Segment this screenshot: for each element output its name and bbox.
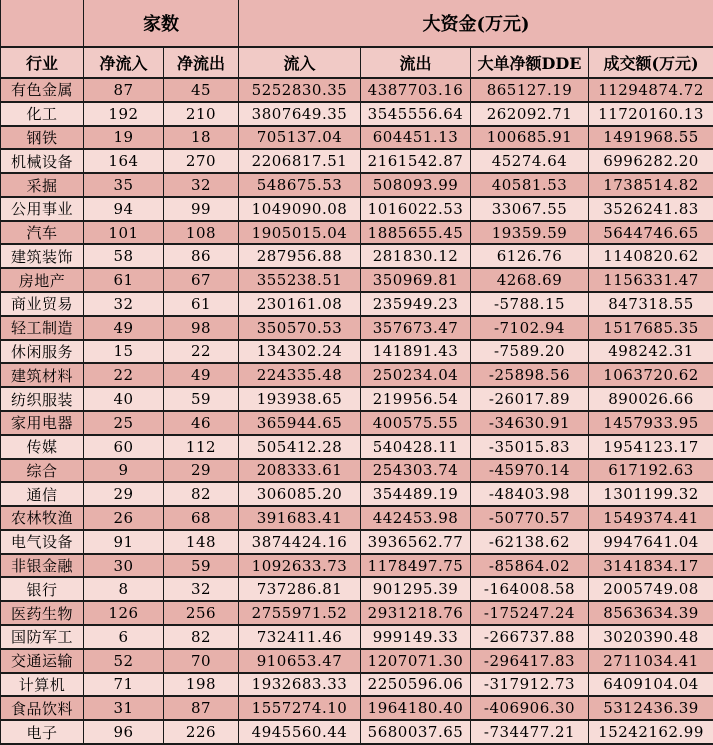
turnover-cell: 498242.31 — [589, 340, 713, 364]
turnover-cell: 1549374.41 — [589, 506, 713, 530]
dde-net-cell: -26017.89 — [471, 387, 589, 411]
outflow-cell: 2250596.06 — [361, 673, 471, 697]
inflow-cell: 1932683.33 — [239, 673, 361, 697]
turnover-cell: 1491968.55 — [589, 126, 713, 150]
industry-cell: 汽车 — [1, 221, 84, 245]
industry-cell: 纺织服装 — [1, 387, 84, 411]
inflow-cell: 208333.61 — [239, 459, 361, 483]
industry-cell: 交通运输 — [1, 649, 84, 673]
industry-cell: 传媒 — [1, 435, 84, 459]
dde-net-cell: -48403.98 — [471, 482, 589, 506]
dde-net-cell: -5788.15 — [471, 292, 589, 316]
outflow-cell: 250234.04 — [361, 363, 471, 387]
col-header-outflow: 流出 — [361, 47, 471, 78]
outflow-cell: 3936562.77 — [361, 530, 471, 554]
inflow-cell: 365944.65 — [239, 411, 361, 435]
inflow-cell: 5252830.35 — [239, 78, 361, 102]
outflow-cell: 219956.54 — [361, 387, 471, 411]
inflow-cell: 2206817.51 — [239, 149, 361, 173]
net-inflow-count-cell: 8 — [84, 577, 164, 601]
dde-net-cell: 33067.55 — [471, 197, 589, 221]
inflow-cell: 3807649.35 — [239, 102, 361, 126]
dde-net-cell: 4268.69 — [471, 268, 589, 292]
group-header-row — [1, 0, 713, 47]
inflow-cell: 4945560.44 — [239, 720, 361, 744]
industry-cell: 银行 — [1, 577, 84, 601]
outflow-cell: 3545556.64 — [361, 102, 471, 126]
industry-cell: 休闲服务 — [1, 340, 84, 364]
dde-net-cell: -296417.83 — [471, 649, 589, 673]
dde-net-cell: -734477.21 — [471, 720, 589, 744]
dde-net-cell: -164008.58 — [471, 577, 589, 601]
dde-net-cell: 100685.91 — [471, 126, 589, 150]
net-outflow-count-cell: 32 — [164, 173, 239, 197]
turnover-cell: 1517685.35 — [589, 316, 713, 340]
net-inflow-count-cell: 192 — [84, 102, 164, 126]
table-row — [1, 601, 713, 625]
dde-net-cell: -62138.62 — [471, 530, 589, 554]
outflow-cell: 350969.81 — [361, 268, 471, 292]
net-outflow-count-cell: 82 — [164, 625, 239, 649]
net-inflow-count-cell: 96 — [84, 720, 164, 744]
industry-cell: 非银金融 — [1, 554, 84, 578]
col-header-net-inflow-count: 净流入 — [84, 47, 164, 78]
net-inflow-count-cell: 40 — [84, 387, 164, 411]
net-outflow-count-cell: 67 — [164, 268, 239, 292]
turnover-cell: 6996282.20 — [589, 149, 713, 173]
net-inflow-count-cell: 49 — [84, 316, 164, 340]
net-outflow-count-cell: 270 — [164, 149, 239, 173]
outflow-cell: 1178497.75 — [361, 554, 471, 578]
turnover-cell: 11294874.72 — [589, 78, 713, 102]
column-header-row — [1, 47, 713, 78]
net-outflow-count-cell: 59 — [164, 554, 239, 578]
net-inflow-count-cell: 35 — [84, 173, 164, 197]
net-inflow-count-cell: 87 — [84, 78, 164, 102]
outflow-cell: 1885655.45 — [361, 221, 471, 245]
industry-cell: 建筑装饰 — [1, 244, 84, 268]
net-outflow-count-cell: 99 — [164, 197, 239, 221]
dde-net-cell: 40581.53 — [471, 173, 589, 197]
outflow-cell: 354489.19 — [361, 482, 471, 506]
table-row — [1, 435, 713, 459]
turnover-cell: 3526241.83 — [589, 197, 713, 221]
col-header-dde-net: 大单净额DDE — [471, 47, 589, 78]
table-row — [1, 340, 713, 364]
outflow-cell: 141891.43 — [361, 340, 471, 364]
industry-cell: 食品饮料 — [1, 696, 84, 720]
industry-cell: 机械设备 — [1, 149, 84, 173]
net-outflow-count-cell: 59 — [164, 387, 239, 411]
net-inflow-count-cell: 15 — [84, 340, 164, 364]
table-row — [1, 316, 713, 340]
net-outflow-count-cell: 49 — [164, 363, 239, 387]
dde-net-cell: -7589.20 — [471, 340, 589, 364]
outflow-cell: 1964180.40 — [361, 696, 471, 720]
table-row — [1, 649, 713, 673]
turnover-cell: 9947641.04 — [589, 530, 713, 554]
table-row — [1, 625, 713, 649]
turnover-cell: 3141834.17 — [589, 554, 713, 578]
inflow-cell: 505412.28 — [239, 435, 361, 459]
inflow-cell: 391683.41 — [239, 506, 361, 530]
dde-net-cell: 45274.64 — [471, 149, 589, 173]
table-row — [1, 173, 713, 197]
outflow-cell: 442453.98 — [361, 506, 471, 530]
corner-cell — [1, 0, 84, 47]
table-row — [1, 197, 713, 221]
net-inflow-count-cell: 31 — [84, 696, 164, 720]
net-inflow-count-cell: 52 — [84, 649, 164, 673]
net-outflow-count-cell: 29 — [164, 459, 239, 483]
outflow-cell: 999149.33 — [361, 625, 471, 649]
count-group-header: 家数 — [84, 0, 239, 47]
inflow-cell: 306085.20 — [239, 482, 361, 506]
industry-cell: 公用事业 — [1, 197, 84, 221]
turnover-cell: 1954123.17 — [589, 435, 713, 459]
inflow-cell: 224335.48 — [239, 363, 361, 387]
table-row — [1, 720, 713, 744]
net-outflow-count-cell: 226 — [164, 720, 239, 744]
dde-net-cell: 865127.19 — [471, 78, 589, 102]
outflow-cell: 508093.99 — [361, 173, 471, 197]
dde-net-cell: -85864.02 — [471, 554, 589, 578]
net-outflow-count-cell: 70 — [164, 649, 239, 673]
net-outflow-count-cell: 87 — [164, 696, 239, 720]
industry-cell: 化工 — [1, 102, 84, 126]
industry-cell: 有色金属 — [1, 78, 84, 102]
turnover-cell: 2711034.41 — [589, 649, 713, 673]
net-outflow-count-cell: 61 — [164, 292, 239, 316]
inflow-cell: 737286.81 — [239, 577, 361, 601]
dde-net-cell: -34630.91 — [471, 411, 589, 435]
table-row — [1, 363, 713, 387]
industry-cell: 国防军工 — [1, 625, 84, 649]
inflow-cell: 230161.08 — [239, 292, 361, 316]
turnover-cell: 617192.63 — [589, 459, 713, 483]
net-outflow-count-cell: 148 — [164, 530, 239, 554]
table-row — [1, 459, 713, 483]
net-inflow-count-cell: 22 — [84, 363, 164, 387]
outflow-cell: 400575.55 — [361, 411, 471, 435]
inflow-cell: 287956.88 — [239, 244, 361, 268]
outflow-cell: 4387703.16 — [361, 78, 471, 102]
table-row — [1, 482, 713, 506]
net-outflow-count-cell: 46 — [164, 411, 239, 435]
net-inflow-count-cell: 6 — [84, 625, 164, 649]
inflow-cell: 705137.04 — [239, 126, 361, 150]
inflow-cell: 910653.47 — [239, 649, 361, 673]
table-row — [1, 149, 713, 173]
turnover-cell: 1156331.47 — [589, 268, 713, 292]
net-inflow-count-cell: 25 — [84, 411, 164, 435]
turnover-cell: 6409104.04 — [589, 673, 713, 697]
net-inflow-count-cell: 61 — [84, 268, 164, 292]
net-outflow-count-cell: 210 — [164, 102, 239, 126]
turnover-cell: 5312436.39 — [589, 696, 713, 720]
net-outflow-count-cell: 32 — [164, 577, 239, 601]
dde-net-cell: 19359.59 — [471, 221, 589, 245]
industry-cell: 商业贸易 — [1, 292, 84, 316]
net-inflow-count-cell: 126 — [84, 601, 164, 625]
col-header-inflow: 流入 — [239, 47, 361, 78]
turnover-cell: 2005749.08 — [589, 577, 713, 601]
net-inflow-count-cell: 9 — [84, 459, 164, 483]
industry-cell: 电气设备 — [1, 530, 84, 554]
funds-group-header: 大资金(万元) — [239, 0, 713, 47]
table-row — [1, 673, 713, 697]
industry-cell: 钢铁 — [1, 126, 84, 150]
table-row — [1, 78, 713, 102]
net-outflow-count-cell: 112 — [164, 435, 239, 459]
table-row — [1, 126, 713, 150]
outflow-cell: 357673.47 — [361, 316, 471, 340]
turnover-cell: 5644746.65 — [589, 221, 713, 245]
inflow-cell: 3874424.16 — [239, 530, 361, 554]
net-inflow-count-cell: 19 — [84, 126, 164, 150]
net-inflow-count-cell: 29 — [84, 482, 164, 506]
net-inflow-count-cell: 94 — [84, 197, 164, 221]
inflow-cell: 193938.65 — [239, 387, 361, 411]
net-inflow-count-cell: 58 — [84, 244, 164, 268]
turnover-cell: 3020390.48 — [589, 625, 713, 649]
table-row — [1, 102, 713, 126]
outflow-cell: 254303.74 — [361, 459, 471, 483]
industry-cell: 综合 — [1, 459, 84, 483]
outflow-cell: 2161542.87 — [361, 149, 471, 173]
turnover-cell: 890026.66 — [589, 387, 713, 411]
dde-net-cell: -175247.24 — [471, 601, 589, 625]
inflow-cell: 134302.24 — [239, 340, 361, 364]
table-row — [1, 577, 713, 601]
table-row — [1, 530, 713, 554]
outflow-cell: 235949.23 — [361, 292, 471, 316]
dde-net-cell: -406906.30 — [471, 696, 589, 720]
turnover-cell: 8563634.39 — [589, 601, 713, 625]
dde-net-cell: -50770.57 — [471, 506, 589, 530]
industry-cell: 轻工制造 — [1, 316, 84, 340]
industry-cell: 建筑材料 — [1, 363, 84, 387]
industry-cell: 家用电器 — [1, 411, 84, 435]
industry-cell: 计算机 — [1, 673, 84, 697]
net-inflow-count-cell: 32 — [84, 292, 164, 316]
table-row — [1, 221, 713, 245]
col-header-turnover: 成交额(万元) — [589, 47, 713, 78]
inflow-cell: 350570.53 — [239, 316, 361, 340]
inflow-cell: 355238.51 — [239, 268, 361, 292]
net-outflow-count-cell: 68 — [164, 506, 239, 530]
outflow-cell: 2931218.76 — [361, 601, 471, 625]
table-row — [1, 387, 713, 411]
dde-net-cell: 262092.71 — [471, 102, 589, 126]
turnover-cell: 1457933.95 — [589, 411, 713, 435]
net-outflow-count-cell: 22 — [164, 340, 239, 364]
dde-net-cell: -317912.73 — [471, 673, 589, 697]
table-row — [1, 506, 713, 530]
net-outflow-count-cell: 82 — [164, 482, 239, 506]
table-body — [1, 78, 713, 744]
net-outflow-count-cell: 45 — [164, 78, 239, 102]
dde-net-cell: 6126.76 — [471, 244, 589, 268]
inflow-cell: 1049090.08 — [239, 197, 361, 221]
dde-net-cell: -35015.83 — [471, 435, 589, 459]
industry-cell: 医药生物 — [1, 601, 84, 625]
turnover-cell: 1063720.62 — [589, 363, 713, 387]
outflow-cell: 540428.11 — [361, 435, 471, 459]
turnover-cell: 847318.55 — [589, 292, 713, 316]
net-inflow-count-cell: 30 — [84, 554, 164, 578]
industry-cell: 采掘 — [1, 173, 84, 197]
dde-net-cell: -266737.88 — [471, 625, 589, 649]
net-inflow-count-cell: 91 — [84, 530, 164, 554]
outflow-cell: 1016022.53 — [361, 197, 471, 221]
net-outflow-count-cell: 256 — [164, 601, 239, 625]
table-row — [1, 244, 713, 268]
outflow-cell: 281830.12 — [361, 244, 471, 268]
turnover-cell: 1140820.62 — [589, 244, 713, 268]
inflow-cell: 1092633.73 — [239, 554, 361, 578]
net-outflow-count-cell: 198 — [164, 673, 239, 697]
turnover-cell: 1301199.32 — [589, 482, 713, 506]
industry-cell: 农林牧渔 — [1, 506, 84, 530]
col-header-net-outflow-count: 净流出 — [164, 47, 239, 78]
turnover-cell: 11720160.13 — [589, 102, 713, 126]
inflow-cell: 1557274.10 — [239, 696, 361, 720]
inflow-cell: 1905015.04 — [239, 221, 361, 245]
industry-cell: 通信 — [1, 482, 84, 506]
outflow-cell: 1207071.30 — [361, 649, 471, 673]
outflow-cell: 604451.13 — [361, 126, 471, 150]
net-inflow-count-cell: 71 — [84, 673, 164, 697]
dde-net-cell: -7102.94 — [471, 316, 589, 340]
net-outflow-count-cell: 86 — [164, 244, 239, 268]
table-row — [1, 696, 713, 720]
turnover-cell: 15242162.99 — [589, 720, 713, 744]
table-row — [1, 268, 713, 292]
outflow-cell: 901295.39 — [361, 577, 471, 601]
dde-net-cell: -45970.14 — [471, 459, 589, 483]
industry-cell: 房地产 — [1, 268, 84, 292]
inflow-cell: 548675.53 — [239, 173, 361, 197]
net-outflow-count-cell: 18 — [164, 126, 239, 150]
net-inflow-count-cell: 60 — [84, 435, 164, 459]
net-inflow-count-cell: 164 — [84, 149, 164, 173]
inflow-cell: 2755971.52 — [239, 601, 361, 625]
table-row — [1, 292, 713, 316]
net-inflow-count-cell: 26 — [84, 506, 164, 530]
turnover-cell: 1738514.82 — [589, 173, 713, 197]
net-inflow-count-cell: 101 — [84, 221, 164, 245]
net-outflow-count-cell: 98 — [164, 316, 239, 340]
table-row — [1, 554, 713, 578]
inflow-cell: 732411.46 — [239, 625, 361, 649]
dde-net-cell: -25898.56 — [471, 363, 589, 387]
col-header-industry: 行业 — [1, 47, 84, 78]
industry-cell: 电子 — [1, 720, 84, 744]
outflow-cell: 5680037.65 — [361, 720, 471, 744]
table-row — [1, 411, 713, 435]
net-outflow-count-cell: 108 — [164, 221, 239, 245]
